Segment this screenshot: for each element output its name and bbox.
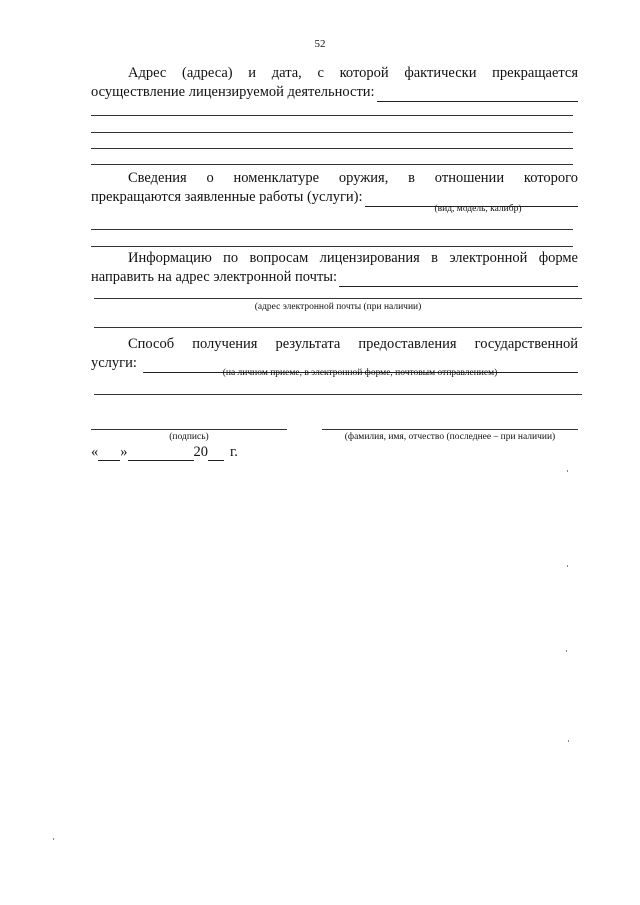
- address-date-input-line[interactable]: [377, 87, 578, 102]
- weapons-extra-line-1[interactable]: [91, 229, 573, 230]
- address-extra-line-2[interactable]: [91, 132, 573, 133]
- address-extra-line-1[interactable]: [91, 115, 573, 116]
- result-method-line2: услуги:: [91, 355, 137, 371]
- weapons-line1: Сведения о номенклатуре оружия, в отношении которого: [128, 170, 578, 186]
- address-date-line1: Адрес (адреса) и дата, с которой фактически прекращается: [128, 65, 578, 81]
- page-number: 52: [314, 38, 326, 50]
- full-name-note: (фамилия, имя, отчество (последнее – при наличии): [344, 432, 556, 442]
- email-extra-line[interactable]: [94, 298, 582, 299]
- email-extra-line-2[interactable]: [94, 327, 582, 328]
- result-method-note: (на личном приеме, в электронной форме, почтовым отправлением): [222, 368, 498, 378]
- date-month-input[interactable]: [128, 447, 194, 461]
- weapons-extra-line-2[interactable]: [91, 246, 573, 247]
- address-date-section: [91, 64, 578, 102]
- date-year-suffix: г.: [230, 444, 238, 460]
- scan-speck: [567, 565, 568, 567]
- address-date-line2-row: [91, 83, 578, 102]
- date-year-input[interactable]: [208, 447, 224, 461]
- email-line2-row: [91, 268, 578, 287]
- date-close-quote: »: [120, 444, 128, 460]
- date-open-quote: «: [91, 444, 99, 460]
- date-field: [91, 444, 238, 461]
- scan-speck: [567, 470, 568, 472]
- result-method-line1: Способ получения результата предоставления государственной: [128, 336, 578, 352]
- address-date-line2: осуществление лицензируемой деятельности:: [91, 84, 375, 100]
- date-day-input[interactable]: [98, 447, 120, 461]
- email-section: [91, 249, 578, 287]
- weapons-section: [91, 169, 578, 207]
- scan-speck: [53, 838, 54, 840]
- email-note: (адрес электронной почты (при наличии): [254, 302, 422, 312]
- full-name-line[interactable]: [322, 429, 578, 430]
- scan-speck: [566, 650, 567, 652]
- scan-speck: [568, 740, 569, 742]
- weapons-note: (вид, модель, калибр): [434, 204, 522, 214]
- date-year-prefix: 20: [193, 444, 208, 460]
- email-input-line[interactable]: [339, 272, 578, 287]
- result-method-extra-line[interactable]: [94, 394, 582, 395]
- address-extra-line-4[interactable]: [91, 164, 573, 165]
- email-line1: Информацию по вопросам лицензирования в электронной форме: [128, 250, 578, 266]
- email-line2: направить на адрес электронной почты:: [91, 269, 338, 285]
- signature-note: (подпись): [169, 432, 209, 442]
- weapons-line2: прекращаются заявленные работы (услуги):: [91, 189, 363, 205]
- signature-line[interactable]: [91, 429, 287, 430]
- address-extra-line-3[interactable]: [91, 148, 573, 149]
